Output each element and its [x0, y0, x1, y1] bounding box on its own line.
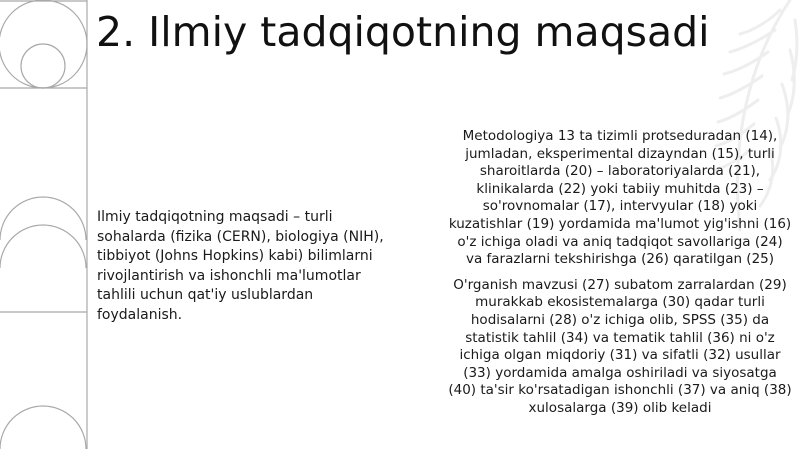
subject-paragraph: O'rganish mavzusi (27) subatom zarralardan (29) murakkab ekosistemalarga (30) qadar turli hodisalarni (28) o'z ichiga olib, SPSS (35) da statistik tahlil (34) va tematik tahlil (36) ni o'z ichiga olgan miqdoriy (31) va sifatli (32) usullar (33) yordamida amalga oshiriladi va siyosatga (40) ta'sir ko'rsatadigan ishonchli (37) va aniq (38) xulosalarga (39) olib keladi — [448, 276, 792, 416]
slide-title: 2. Ilmiy tadqiqotning maqsadi — [96, 8, 710, 56]
body-text-right — [448, 128, 792, 418]
body-text-left: Ilmiy tadqiqotning maqsadi – turli sohalarda (fizika (CERN), biologiya (NIH), tibbiyot (Johns Hopkins) kabi) bilimlarni rivojlantirish va ishonchli ma'lumotlar tahlili uchun qat'iy uslublardan foydalanish. — [97, 209, 384, 323]
line-art-decoration — [0, 0, 90, 449]
methodology-paragraph: Metodologiya 13 ta tizimli protseduradan (14), jumladan, eksperimental dizayndan (15), turli sharoitlarda (20) – laboratoriyalarda (21), klinikalarda (22) yoki tabiiy muhitda (23) – so'rovnomalar (17), intervyular (18) yoki kuzatishlar (19) yordamida ma'lumot yig'ishni (16) o'z ichiga oladi va aniq tadqiqot savollariga (24) va farazlarni tekshirishga (26) qaratilgan (25) — [448, 128, 792, 268]
